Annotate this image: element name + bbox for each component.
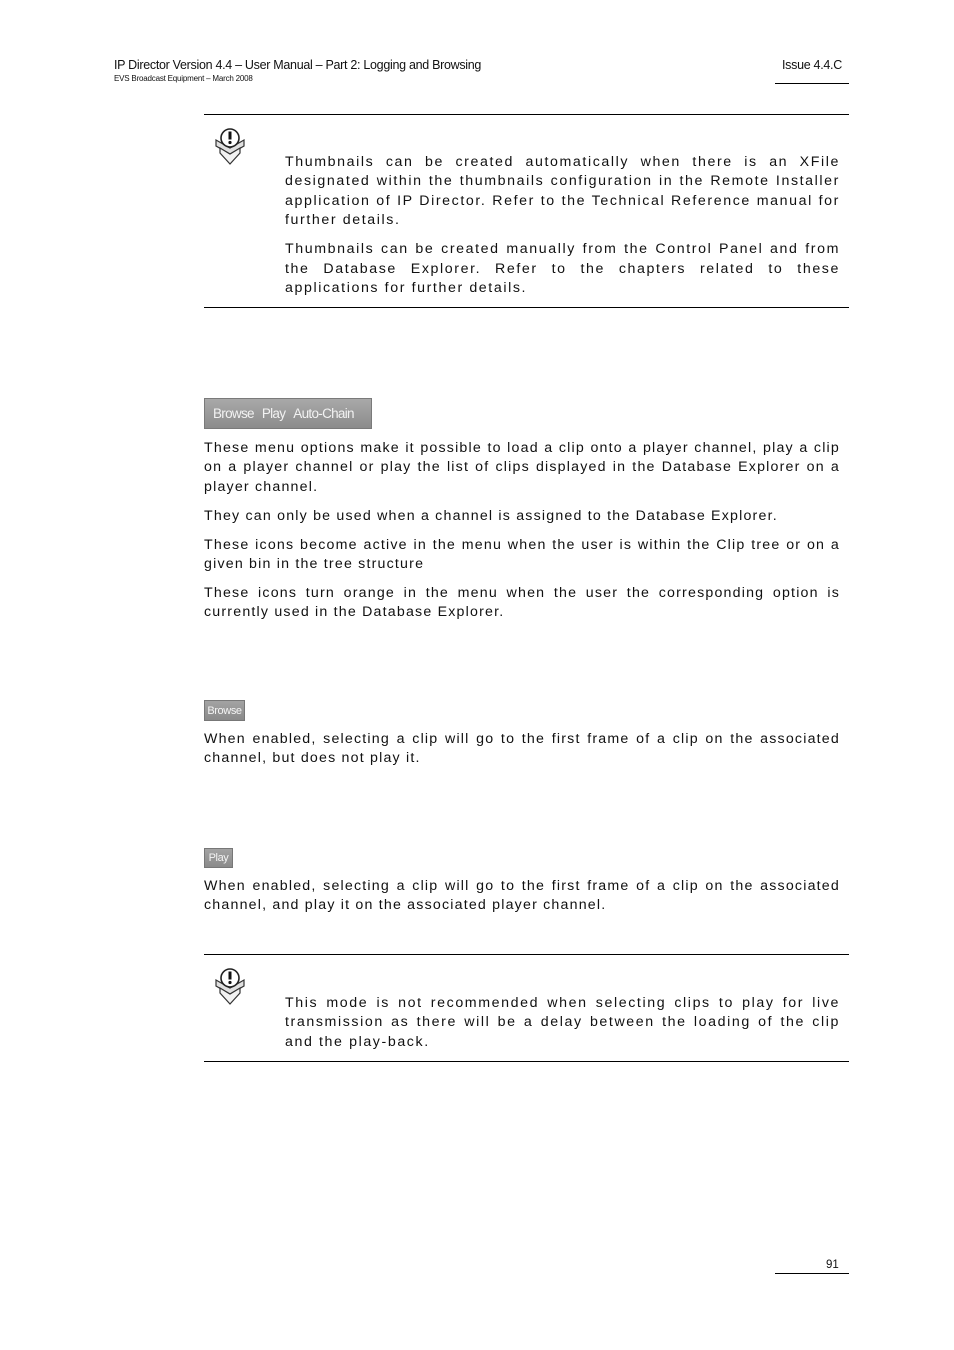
menu-description — [204, 439, 840, 632]
play-button[interactable]: Play — [204, 848, 233, 868]
menu-paragraph-4: These icons turn orange in the menu when the user the corresponding option is currently used in the Database Explorer. — [204, 584, 840, 621]
menu-paragraph-3: These icons become active in the menu when the user is within the Clip tree or on a given bin in the tree structure — [204, 536, 840, 573]
toolbar-autochain-button[interactable]: Auto-Chain — [293, 406, 354, 421]
menu-paragraph-1: These menu options make it possible to load a clip onto a player channel, play a clip on a player channel or play the list of clips displayed in the Database Explorer on a player channel. — [204, 440, 840, 495]
menu-paragraph-2: They can only be used when a channel is assigned to the Database Explorer. — [204, 507, 778, 524]
toolbar-browse-button[interactable]: Browse — [213, 406, 254, 421]
note2-top-rule — [204, 954, 849, 955]
footer-rule — [775, 1273, 849, 1274]
warning-note-icon — [212, 126, 248, 166]
toolbar-play-button[interactable]: Play — [261, 406, 286, 421]
note2-bottom-rule — [204, 1061, 849, 1062]
browse-button[interactable]: Browse — [204, 700, 245, 721]
note1-paragraph-2: Thumbnails can be created manually from the Control Panel and from the Database Explorer. Refer to the chapters related to these applications for further details. — [285, 241, 840, 296]
note1-text — [285, 153, 840, 308]
play-description — [204, 877, 840, 925]
note1-paragraph-1: Thumbnails can be created automatically when there is an XFile designated within the thumbnails configuration in the Remote Installer application of IP Director. Refer to the Technical Reference manual for further details. — [285, 154, 840, 229]
header-issue: Issue 4.4.C — [782, 58, 842, 72]
browse-description — [204, 730, 840, 778]
note1-bottom-rule — [204, 307, 849, 308]
menu-toolbar — [204, 398, 372, 429]
play-text: When enabled, selecting a clip will go to the first frame of a clip on the associated channel, and play it on the associated player channel. — [204, 878, 840, 914]
header-rule — [775, 83, 849, 84]
note2-text — [285, 994, 840, 1062]
header-title: IP Director Version 4.4 – User Manual – Part 2: Logging and Browsing — [114, 58, 482, 72]
browse-text: When enabled, selecting a clip will go to the first frame of a clip on the associated channel, but does not play it. — [204, 731, 840, 767]
note2-paragraph: This mode is not recommended when selecting clips to play for live transmission as there will be a delay between the loading of the clip and the play-back. — [285, 995, 840, 1050]
warning-note-icon — [212, 966, 248, 1006]
note1-top-rule — [204, 114, 849, 115]
header-subtitle: EVS Broadcast Equipment – March 2008 — [114, 74, 253, 83]
page-number: 91 — [826, 1259, 839, 1271]
